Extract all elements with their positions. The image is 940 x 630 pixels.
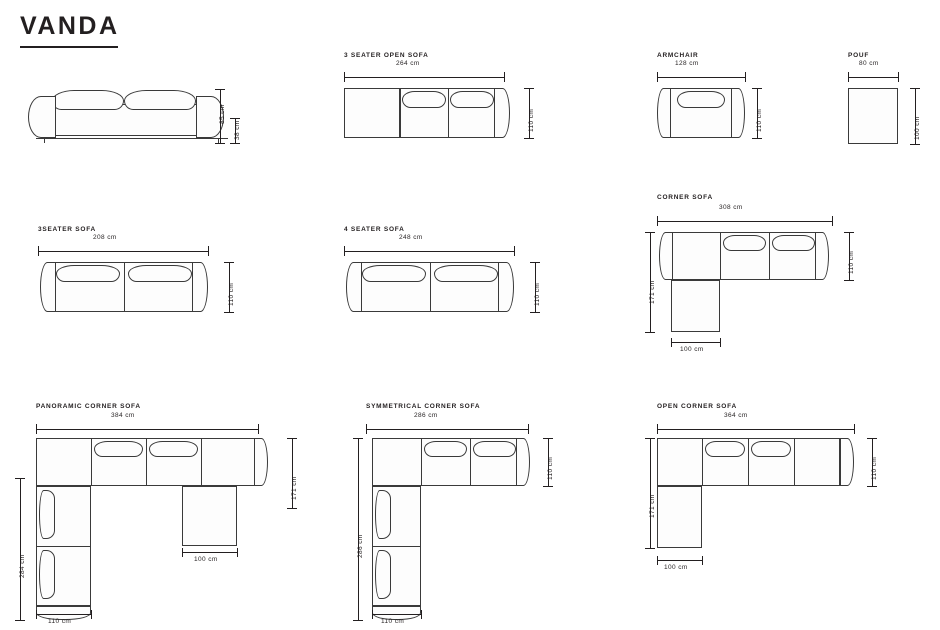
label-corner-sofa: CORNER SOFA <box>657 194 713 201</box>
seat-divider-1 <box>91 438 92 486</box>
drawing-panoramic-corner-sofa <box>30 438 280 613</box>
pouf-body <box>848 88 898 144</box>
label-panoramic-corner-sofa: PANORAMIC CORNER SOFA <box>36 403 141 410</box>
drawing-3-seater-open-sofa <box>344 88 519 148</box>
back-cushion-1 <box>94 441 143 457</box>
drawing-open-corner-sofa <box>657 438 872 568</box>
seat-divider-3 <box>794 438 795 486</box>
drawing-3seater-sofa <box>38 262 228 324</box>
chaise-block-left <box>657 486 702 548</box>
back-cushion-2 <box>128 265 192 282</box>
spec-sheet: VANDA 85 cm 38 cm 3 SEATER OPEN SOFA 264 cm 110 cm ARMCHAIR 128 cm 110 cm POUF 80 cm 100 cm 3SEATER SOFA 208 cm 110 cm 4 SEATER SOFA 248 cm 110 cm CORNER SOFA 308 cm 171 cm 110 cm 100 cm PANORAMIC CORNER SOFA 384 cm 171 cm 284 cm 100 cm 110 cm SYMMETRICAL CORNER SOFA 286 cm 110 cm 286 cm 110 cm OPEN CORNER SOFA 364 cm 110 cm 171 cm 100 cm <box>0 0 940 630</box>
arm-left <box>40 262 56 312</box>
arm-right <box>498 262 514 312</box>
seat-divider-left <box>372 546 421 547</box>
seat-divider-1 <box>702 438 703 486</box>
back-cushion-2 <box>149 441 198 457</box>
arm-right <box>254 438 268 486</box>
chaise-block <box>671 280 720 332</box>
label-3-seater-open-sofa: 3 SEATER OPEN SOFA <box>344 52 429 59</box>
back-cushion-2 <box>434 265 498 282</box>
seat-divider-1 <box>421 438 422 486</box>
seat-divider-2 <box>146 438 147 486</box>
back-cushion-2 <box>450 91 494 108</box>
back-cushion-right <box>124 90 196 110</box>
back-cushion-1 <box>402 91 446 108</box>
back-cushion-1 <box>56 265 120 282</box>
title-underline <box>20 46 118 48</box>
label-4-seater-sofa: 4 SEATER SOFA <box>344 226 405 233</box>
drawing-4-seater-sofa <box>344 262 534 324</box>
arm-right <box>840 438 854 486</box>
seat-divider-2 <box>470 438 471 486</box>
back-cushion-1 <box>723 235 766 251</box>
back-cushion-1 <box>705 441 745 457</box>
back-cushion-left-1 <box>39 490 55 539</box>
arm-left <box>659 232 673 280</box>
back-cushion-2 <box>772 235 815 251</box>
sofa-seat-front <box>42 122 210 136</box>
seat-divider <box>124 262 125 312</box>
sofa-body-top <box>36 438 258 486</box>
base-line <box>36 138 228 139</box>
chaise-block <box>344 88 400 138</box>
label-open-corner-sofa: OPEN CORNER SOFA <box>657 403 737 410</box>
label-symmetrical-corner-sofa: SYMMETRICAL CORNER SOFA <box>366 403 481 410</box>
back-cushion-1 <box>362 265 426 282</box>
back-cushion-2 <box>751 441 791 457</box>
leg-left <box>44 138 45 143</box>
arm-right <box>731 88 745 138</box>
seat-divider <box>430 262 431 312</box>
drawing-corner-sofa <box>657 232 837 342</box>
back-cushion <box>677 91 725 108</box>
label-3seater-sofa: 3SEATER SOFA <box>38 226 97 233</box>
seat-divider-3 <box>201 438 202 486</box>
page-title: VANDA <box>20 12 120 40</box>
back-cushion-left-2 <box>375 550 391 599</box>
arm-right <box>815 232 829 280</box>
back-cushion-left-1 <box>375 490 391 539</box>
arm-left <box>28 96 56 138</box>
drawing-armchair <box>657 88 757 148</box>
label-armchair: ARMCHAIR <box>657 52 699 59</box>
seat-divider-2 <box>748 438 749 486</box>
arm-left <box>657 88 671 138</box>
back-cushion-2 <box>473 441 516 457</box>
seat-divider-left <box>36 546 91 547</box>
chaise-block-right <box>182 486 237 546</box>
back-cushion-1 <box>424 441 467 457</box>
drawing-symmetrical-corner-sofa <box>366 438 556 613</box>
label-pouf: POUF <box>848 52 870 59</box>
back-cushion-left <box>52 90 124 110</box>
seat-divider-2 <box>769 232 770 280</box>
seat-divider-1 <box>720 232 721 280</box>
arm-right <box>192 262 208 312</box>
arm-left <box>346 262 362 312</box>
arm-right <box>494 88 510 138</box>
arm-right <box>516 438 530 486</box>
back-cushion-left-2 <box>39 550 55 599</box>
drawing-pouf <box>848 88 908 148</box>
seat-divider <box>448 88 449 138</box>
